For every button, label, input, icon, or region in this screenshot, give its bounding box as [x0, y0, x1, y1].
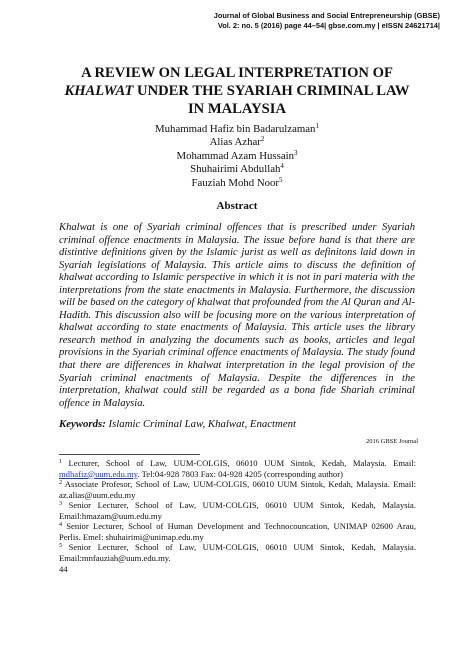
author-list	[60, 123, 414, 190]
footnote-text: Senior Lecturer, School of Law, UUM-COLGIS, 06010 UUM Sintok, Kedah, Malaysia. Email:hmazam@uum.edu.my	[59, 500, 416, 521]
footnote	[59, 500, 416, 521]
title-line-2	[40, 82, 434, 100]
title-line-1: A REVIEW ON LEGAL INTERPRETATION OF	[81, 65, 393, 81]
author	[60, 123, 414, 136]
title-line-2-rest: UNDER THE SYARIAH CRIMINAL LAW	[133, 83, 410, 99]
footnote	[59, 458, 416, 479]
author-name: Fauziah Mohd Noor	[191, 176, 280, 189]
footnote-text: Senior Lecturer, School of Human Development and Technocouncation, UNIMAP 02600 Arau, Perlis. Emel: shuhairimi@unimap.edu.my	[59, 521, 416, 542]
footnote-mark: 5	[59, 543, 62, 549]
footnote-text: . Tel:04-928 7803 Fax: 04-928 4205 (corresponding author)	[137, 468, 343, 479]
footnote	[59, 479, 416, 500]
footnote	[59, 521, 416, 542]
author-name: Muhammad Hafiz bin Badarulzaman	[155, 123, 316, 135]
footnote-text: Senior Lecturer, School of Law, UUM-COLGIS, 06010 UUM Sintok, Kedah, Malaysia. Email:mnfauziah@uum.edu.my.	[59, 542, 416, 563]
footnote-mark: 4	[59, 522, 62, 528]
author-footnote-mark: 3	[294, 148, 298, 157]
author-footnote-mark: 1	[315, 122, 319, 130]
author	[60, 177, 414, 190]
author	[60, 136, 414, 149]
journal-name: Journal of Global Business and Social Entrepreneurship (GBSE)	[213, 11, 440, 20]
title-italic-term: KHALWAT	[64, 83, 134, 99]
keywords-text: Islamic Criminal Law, Khalwat, Enactment	[105, 418, 297, 430]
author-footnote-mark: 2	[260, 135, 265, 144]
footnote-mark: 2	[59, 480, 62, 486]
author-footnote-mark: 4	[280, 162, 284, 171]
journal-header	[214, 11, 440, 31]
footnotes	[59, 458, 416, 563]
author	[60, 163, 414, 176]
footnote-divider	[59, 454, 200, 455]
footnote	[59, 542, 416, 563]
journal-volume-info: Vol. 2: no. 5 (2016) page 44–54| gbse.com.my | eISSN 24621714|	[217, 21, 440, 30]
abstract-heading: Abstract	[216, 200, 258, 212]
email-link[interactable]: mdhafiz@uum.edu.my	[59, 468, 138, 479]
author-name: Alias Azhar	[209, 136, 261, 149]
abstract-body: Khalwat is one of Syariah criminal offences that is prescribed under Syariah criminal offence enactments in Malaysia. The issue before hand is that there are distintive definitions given by the Islamic jurist as well as definitons laid down in Syariah legislations of Malaysia. This article aims to discuss the definition of khalwat according to Islamic perspective in which it is not in pari materia with the interpretations from the state enactments in Malaysia. Furthermore, the discussion will be based on the category of khalwat that profounded from the Al Quran and Al-Hadith. This discussion also will be focusing more on the various interpretation of khalwat according to state enactments of Malaysia. This article uses the library research method in analyzing the documents such as books, articles and legal provisions in the Syariah criminal offence enactments of Malaysia. The study found that there are differences in khalwat interpretation in the legal provision of the Syariah criminal enactments of Malaysia. Despite the differences in the interpretation, khalwat could still be regarded as a bona fide Shariah criminal offence in Malaysia.	[59, 222, 415, 409]
footnote-mark: 3	[59, 501, 62, 507]
journal-tag: 2016 GBSE Journal	[366, 438, 418, 445]
keywords-label: Keywords:	[59, 418, 106, 430]
author-name: Mohammad Azam Hussain	[176, 149, 295, 162]
page-number: 44	[59, 564, 68, 574]
footnote-mark: 1	[59, 459, 62, 465]
author-footnote-mark: 5	[279, 175, 283, 184]
title-line-3: IN MALAYSIA	[188, 101, 286, 117]
author	[60, 150, 414, 163]
author-name: Shuhairimi Abdullah	[190, 163, 281, 176]
footnote-text: Lecturer, School of Law, UUM-COLGIS, 06010 UUM Sintok, Kedah, Malaysia. Email:	[62, 458, 416, 468]
paper-title	[40, 64, 434, 118]
keywords	[59, 418, 296, 430]
footnote-text: Associate Profesor, School of Law, UUM-COLGIS, 06010 UUM Sintok, Kedah, Malaysia. Email: az.alias@uum.edu.my	[59, 479, 416, 500]
